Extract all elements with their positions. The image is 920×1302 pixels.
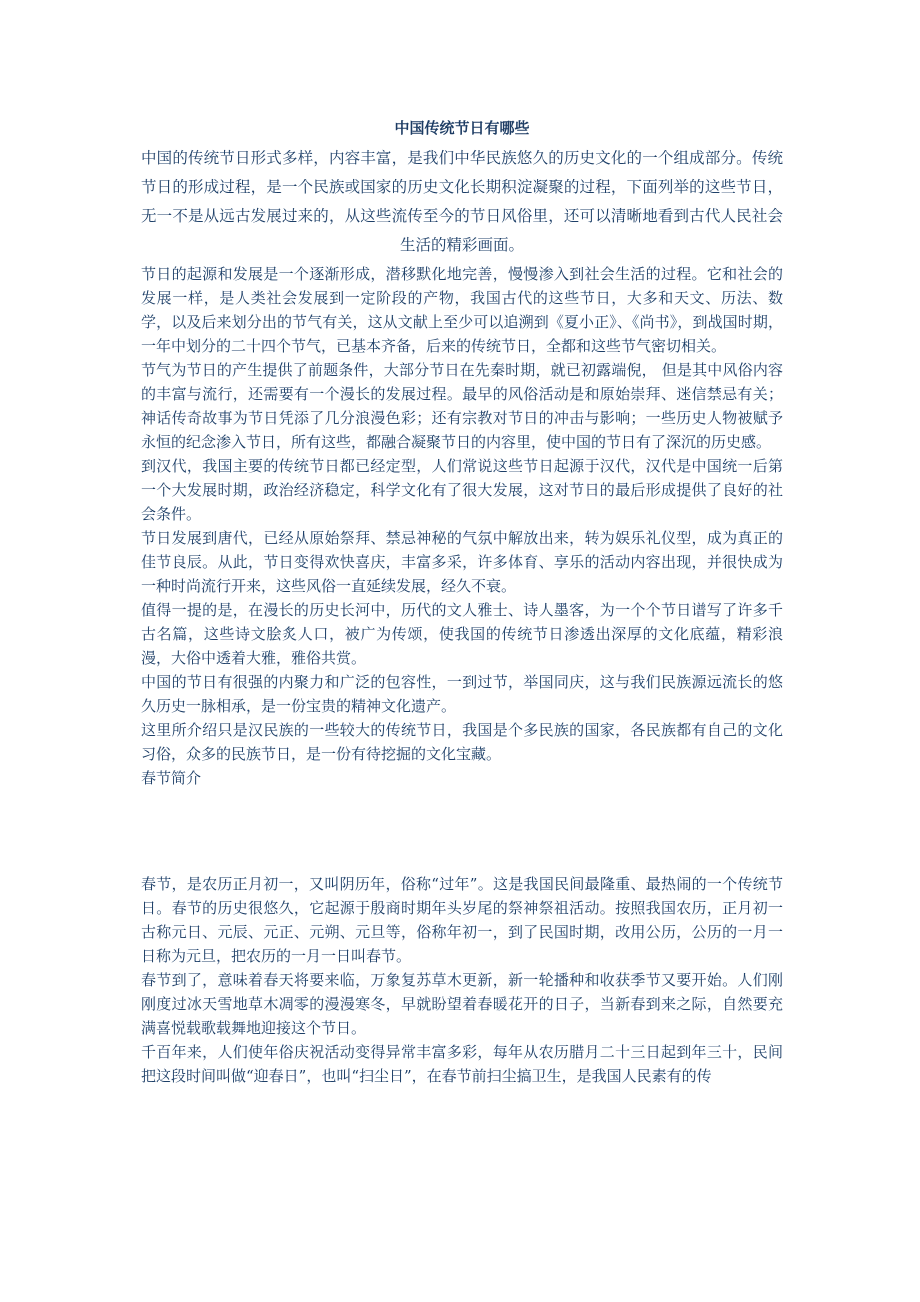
paragraph-origin: 节日的起源和发展是一个逐渐形成，潜移默化地完善，慢慢渗入到社会生活的过程。它和社会的发展一样，是人类社会发展到一定阶段的产物，我国古代的这些节日，大多和天文、历法、数学，以及后来划分出的节气有关，这从文献上至少可以追溯到《夏小正》、《尚书》，到战国时期，一年中划分的二十四个节气，已基本齐备，后来的传统节日，全都和这些节气密切相关。 — [141, 265, 783, 355]
document-page — [141, 118, 783, 1088]
intro-paragraph: 中国的传统节日形式多样，内容丰富，是我们中华民族悠久的历史文化的一个组成部分。传统节日的形成过程，是一个民族或国家的历史文化长期积淀凝聚的过程，下面列举的这些节日，无一不是从远古发展过来的，从这些流传至今的节日风俗里，还可以清晰地看到古代人民社会生活的精彩画面。 — [141, 149, 783, 254]
paragraph-tang-dynasty: 节日发展到唐代，已经从原始祭拜、禁忌神秘的气氛中解放出来，转为娱乐礼仪型，成为真正的佳节良辰。从此，节日变得欢快喜庆，丰富多采，许多体育、享乐的活动内容出现，并很快成为一种时尚流行开来，这些风俗一直延续发展，经久不衰。 — [141, 529, 783, 595]
blank-space — [141, 790, 783, 872]
section-heading-spring-festival: 春节简介 — [141, 769, 202, 787]
paragraph-spring-festival-customs: 千百年来，人们使年俗庆祝活动变得异常丰富多彩，每年从农历腊月二十三日起到年三十，民间把这段时间叫做“迎春日”，也叫“扫尘日”，在春节前扫尘搞卫生，是我国人民素有的传 — [141, 1043, 783, 1085]
paragraph-han-dynasty: 到汉代，我国主要的传统节日都已经定型，人们常说这些节日起源于汉代，汉代是中国统一后第一个大发展时期，政治经济稳定，科学文化有了很大发展，这对节日的最后形成提供了良好的社会条件。 — [141, 457, 783, 523]
paragraph-solar-terms: 节气为节日的产生提供了前题条件，大部分节日在先秦时期，就已初露端倪， 但是其中风俗内容的丰富与流行，还需要有一个漫长的发展过程。最早的风俗活动是和原始崇拜、迷信禁忌有关；神话传奇故事为节日凭添了几分浪漫色彩；还有宗教对节日的冲击与影响；一些历史人物被赋予永恒的纪念渗入节日，所有这些，都融合凝聚节日的内容里，使中国的节日有了深沉的历史感。 — [141, 361, 783, 451]
paragraph-spring-festival-intro: 春节，是农历正月初一，又叫阴历年，俗称“过年”。这是我国民间最隆重、最热闹的一个传统节日。春节的历史很悠久，它起源于殷商时期年头岁尾的祭神祭祖活动。按照我国农历，正月初一古称元日、元辰、元正、元朔、元旦等，俗称年初一，到了民国时期，改用公历，公历的一月一日称为元旦，把农历的一月一日叫春节。 — [141, 875, 783, 965]
paragraph-cohesion: 中国的节日有很强的内聚力和广泛的包容性，一到过节，举国同庆，这与我们民族源远流长的悠久历史一脉相承，是一份宝贵的精神文化遗产。 — [141, 673, 783, 715]
paragraph-literati: 值得一提的是，在漫长的历史长河中，历代的文人雅士、诗人墨客，为一个个节日谱写了许多千古名篇，这些诗文脍炙人口，被广为传颂，使我国的传统节日渗透出深厚的文化底蕴，精彩浪漫，大俗中透着大雅，雅俗共赏。 — [141, 601, 783, 667]
paragraph-ethnic-festivals: 这里所介绍只是汉民族的一些较大的传统节日，我国是个多民族的国家，各民族都有自己的文化习俗，众多的民族节日，是一份有待挖掘的文化宝藏。 — [141, 721, 783, 763]
document-title: 中国传统节日有哪些 — [394, 119, 530, 137]
paragraph-spring-festival-meaning: 春节到了，意味着春天将要来临，万象复苏草木更新，新一轮播种和收获季节又要开始。人们刚刚度过冰天雪地草木凋零的漫漫寒冬，早就盼望着春暖花开的日子，当新春到来之际，自然要充满喜悦载歌载舞地迎接这个节日。 — [141, 971, 783, 1037]
